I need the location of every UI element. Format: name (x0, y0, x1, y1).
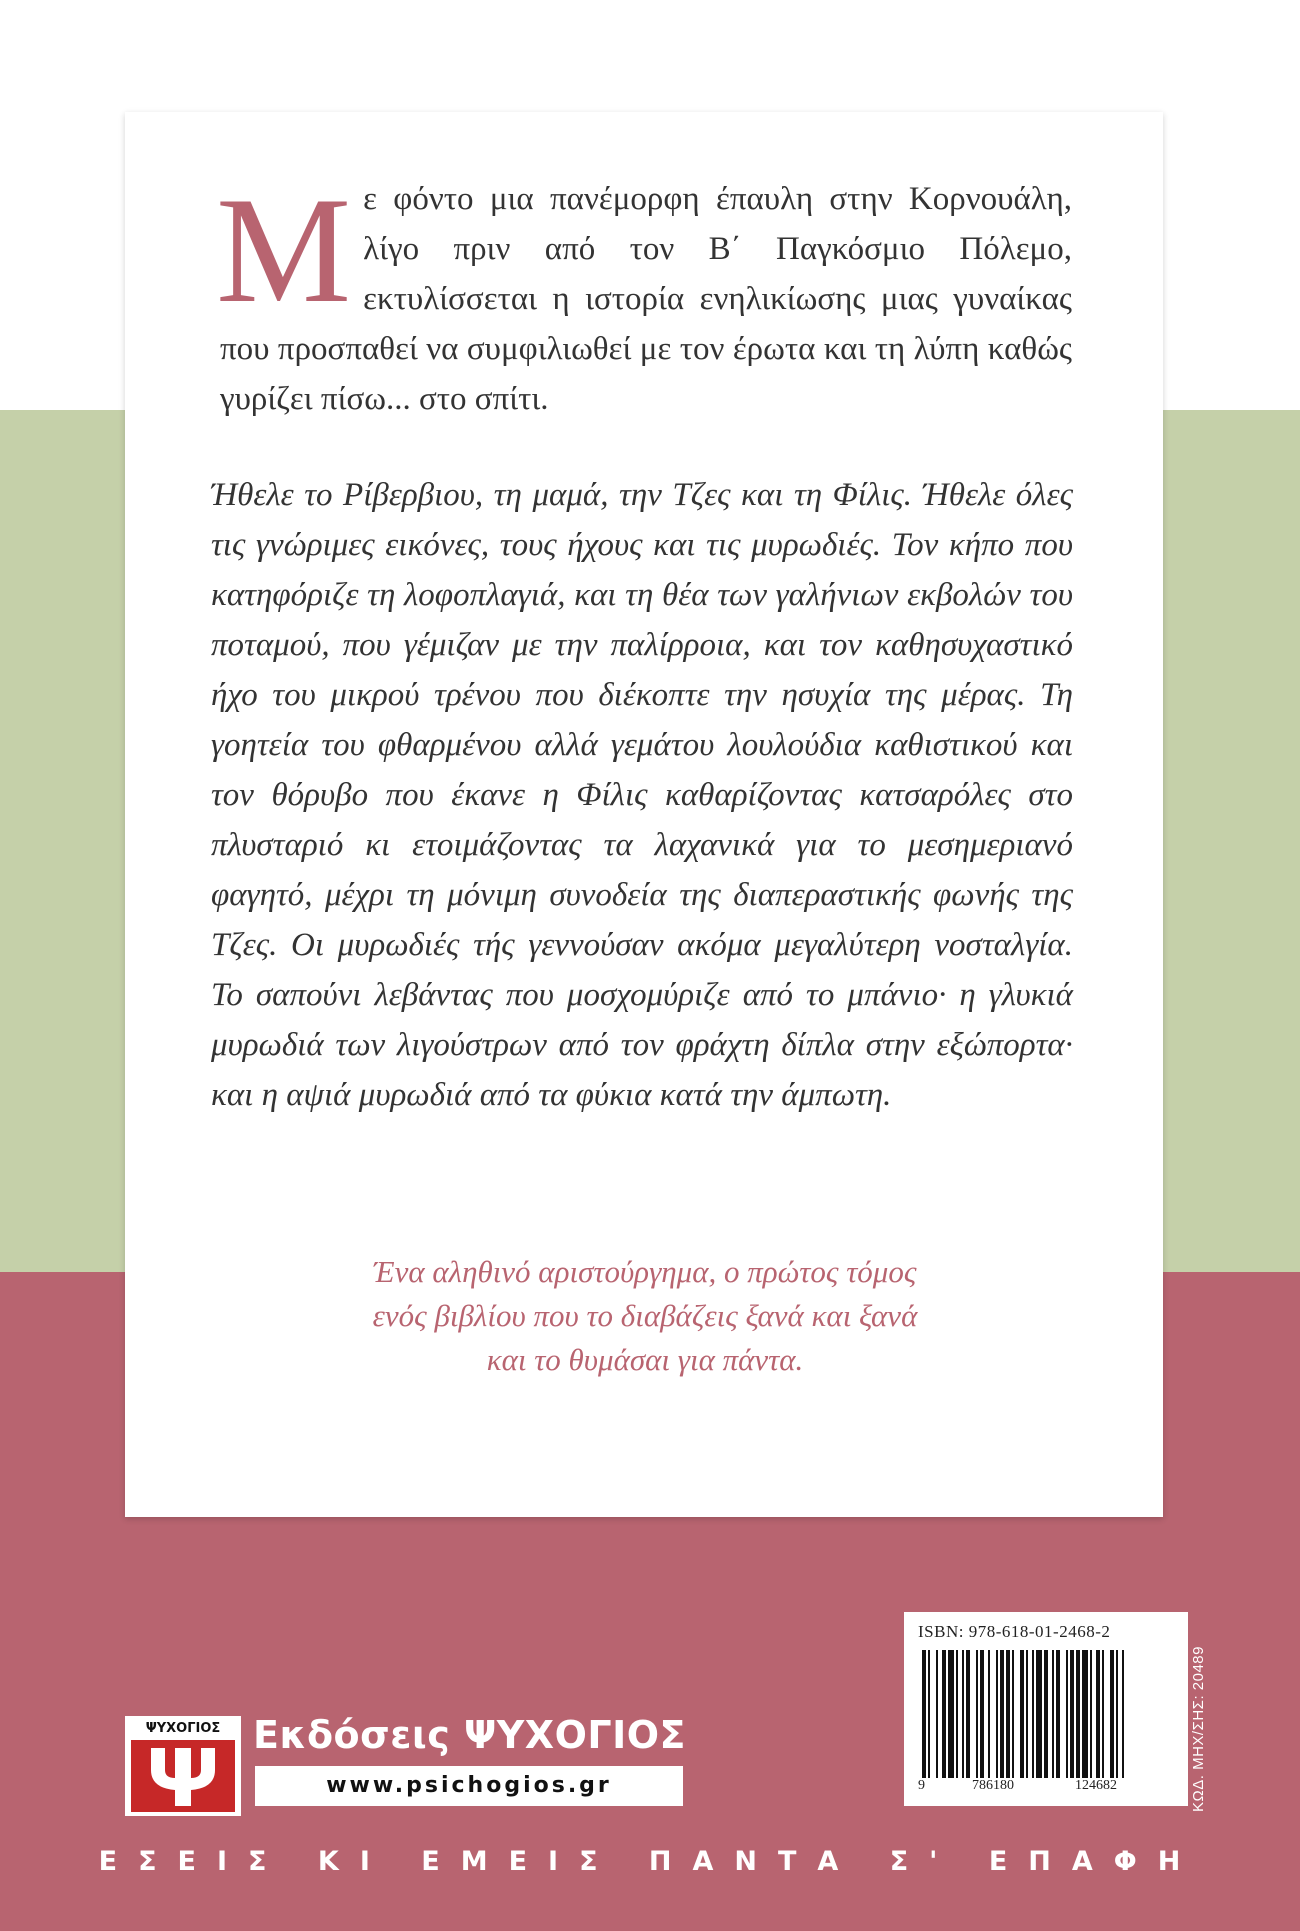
barcode-bar (1056, 1650, 1060, 1778)
barcode-bar (942, 1650, 946, 1778)
story-text: Ήθελε το Ρίβερβιου, τη μαμά, την Τζες και τη Φίλις. Ήθελε όλες τις γνώριμες εικόνες, τους ήχους και τις μυρωδιές. Τον κήπο που κατηφόριζε τη λοφοπλαγιά, και τη θέα των γαλήνιων εκβολών του ποταμού, που γέμιζαν με την παλίρροια, και τον καθησυχαστικό ήχο του μικρού τρένου που διέκοπτε την ησυχία της μέρας. Τη γοητεία του φθαρμένου αλλά γεμάτου λουλούδια καθιστικού και τον θόρυβο που έκανε η Φίλις καθαρίζοντας κατσαρόλες στο πλυσταριό κι ετοιμάζοντας τα λαχανικά για το μεσημεριανό φαγητό, μέχρι τη μόνιμη συνοδεία της διαπεραστικής φωνής της Τζες. Οι μυρωδιές τής γεννούσαν ακόμα μεγαλύτερη νοσταλγία. Το σαπούνι λεβάντας που μοσχομύριζε από το μπάνιο· η γλυκιά μυρωδιά των λιγούστρων από τον φράχτη δίπλα στην εξώπορτα· και η αψιά μυρωδιά από τα φύκια κατά την άμπωτη. (211, 477, 1073, 1113)
logo-brand-text: ΨΥΧΟΓΙΟΣ (145, 1721, 221, 1736)
barcode-bar (1020, 1650, 1024, 1778)
barcode-bar (928, 1650, 930, 1778)
barcode-bar (996, 1650, 998, 1778)
barcode-bar (962, 1650, 964, 1778)
barcode-bar (922, 1650, 926, 1778)
publisher-website[interactable]: www.psichogios.gr (255, 1766, 683, 1806)
barcode-bar (1006, 1650, 1010, 1778)
barcode-bar (1096, 1650, 1100, 1778)
barcode-bar (1070, 1650, 1074, 1778)
barcode-bar (1012, 1650, 1014, 1778)
barcode-bar (1076, 1650, 1080, 1778)
psi-logo-icon (131, 1740, 235, 1812)
product-code (1190, 1612, 1214, 1812)
barcode-bar (1082, 1650, 1088, 1778)
publisher-logo (125, 1716, 241, 1816)
barcode-bar (988, 1650, 990, 1778)
barcode-bar (1110, 1650, 1114, 1778)
barcode-bar (1102, 1650, 1104, 1778)
intro-paragraph (216, 166, 1072, 424)
publisher-slogan: ΕΣΕΙΣ ΚΙ ΕΜΕΙΣ ΠΑΝΤΑ Σ' ΕΠΑΦΗ (98, 1846, 1202, 1877)
isbn-text: ISBN: 978-618-01-2468-2 (918, 1622, 1111, 1641)
barcode-bar (936, 1650, 938, 1778)
review-quote (205, 1250, 1085, 1382)
barcode-bar (1044, 1650, 1048, 1778)
barcode-bar (948, 1650, 954, 1778)
barcode-bar (1036, 1650, 1042, 1778)
barcode-bar (966, 1650, 970, 1778)
drop-cap: Μ (216, 166, 352, 334)
barcode-digits-left: 786180 (972, 1778, 1014, 1793)
barcode-bar (976, 1650, 978, 1778)
barcode-bar (1122, 1650, 1124, 1778)
publisher-name: Εκδόσεις ΨΥΧΟΓΙΟΣ (253, 1713, 686, 1757)
story-excerpt (211, 470, 1073, 1120)
barcode-bar (1000, 1650, 1004, 1778)
barcode-bar (1052, 1650, 1054, 1778)
intro-text: ε φόντο μια πανέμορφη έπαυλη στην Κορνουάλη, λίγο πριν από τον Β΄ Παγκόσμιο Πόλεμο, εκτυλίσσεται η ιστορία ενηλικίωσης μιας γυναίκας που προσπαθεί να συμφιλιωθεί με τον έρωτα και τη λύπη καθώς γυρίζει πίσω... στο σπίτι. (220, 181, 1072, 417)
quote-line: και το θυμάσαι για πάντα. (486, 1342, 804, 1377)
barcode-bar (1066, 1650, 1068, 1778)
barcode-digits-right: 124682 (1075, 1778, 1117, 1793)
barcode-bar (1032, 1650, 1034, 1778)
barcode-bar (1116, 1650, 1118, 1778)
text-panel (125, 112, 1163, 1517)
barcode-label (904, 1612, 1188, 1806)
product-code-text: ΚΩΔ. ΜΗΧ/ΣΗΣ: 20489 (1190, 1646, 1207, 1812)
quote-line: ενός βιβλίου που το διαβάζεις ξανά και ξανά (372, 1298, 918, 1333)
barcode-bar (1026, 1650, 1028, 1778)
barcode-digits (918, 1778, 1178, 1794)
quote-line: Ένα αληθινό αριστούργημα, ο πρώτος τόμος (373, 1254, 917, 1289)
barcode-digit-first: 9 (918, 1778, 925, 1793)
barcode-bar (980, 1650, 984, 1778)
barcode-bar (1090, 1650, 1092, 1778)
barcode-bar (956, 1650, 958, 1778)
barcode-icon (920, 1650, 1174, 1778)
